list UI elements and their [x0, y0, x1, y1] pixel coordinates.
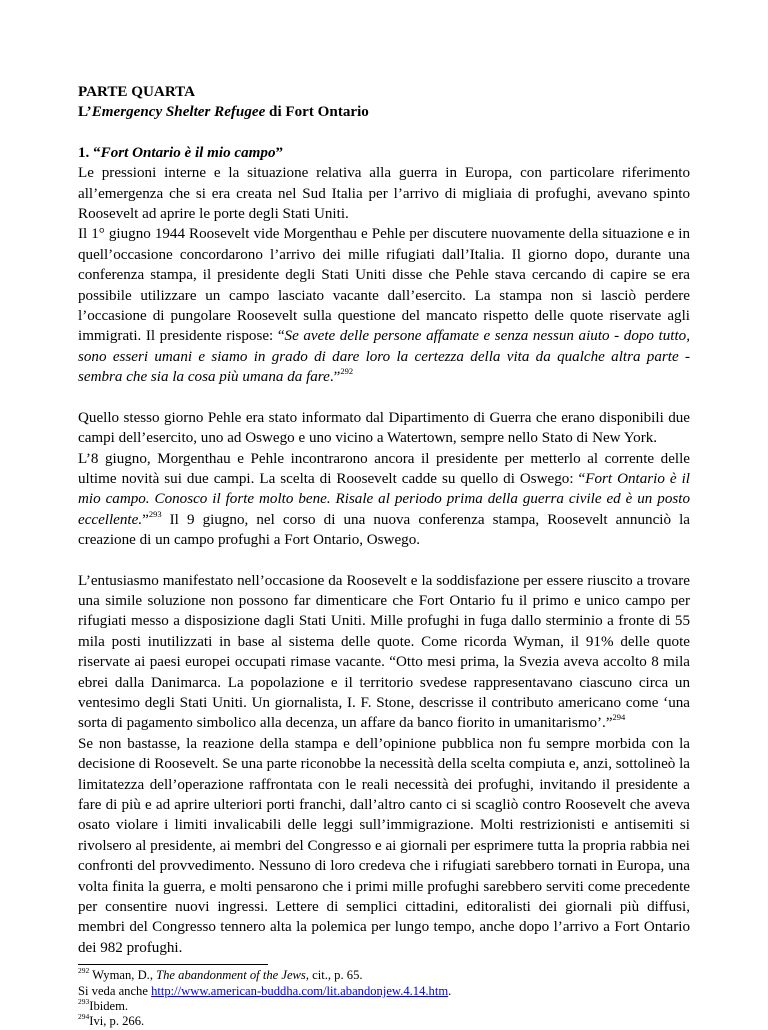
footnote-ref-294: 294: [612, 712, 626, 723]
see-also-link[interactable]: http://www.american-buddha.com/lit.abandonjew.4.14.htm: [151, 983, 449, 998]
chapter-title-suffix: di Fort Ontario: [265, 104, 369, 121]
section-title-italic: Fort Ontario è il mio campo: [100, 144, 276, 161]
paragraph-2: [78, 224, 690, 387]
see-also-end: .: [448, 983, 452, 998]
footnote-292-text-a: Wyman, D.,: [89, 968, 157, 983]
chapter-title-italic: Emergency Shelter Refugee: [91, 104, 266, 121]
paragraph-2-text: Il 1° giugno 1944 Roosevelt vide Morgenthau e Pehle per discutere nuovamente della situazione e in quell’occasione concordarono l’arrivo dei mille rifugiati dall’Italia. Il giorno dopo, durante una conferenza stampa, il presidente degli Stati Uniti disse che Pehle stava cercando di capire se era possibile utilizzare un campo lasciato vacante dall’esercito. La stampa non si lasciò perdere l’occasione di pungolare Roosevelt sulla questione del mancato rispetto delle quote riservate agli immigrati. Il presidente rispose: “: [78, 226, 690, 345]
paragraph-2-quote: Se avete delle persone affamate e senza nessun aiuto - dopo tutto, sono esseri umani e siamo in grado di dare loro la certezza della vita da qualche altra parte - sembra che sia la cosa più umana da fare: [78, 328, 690, 386]
section-title: [78, 143, 690, 163]
footnote-292-text-b: , cit., p. 65.: [305, 968, 363, 983]
footnote-separator: [78, 964, 268, 965]
footnote-292-title: The abandonment of the Jews: [156, 968, 306, 983]
footnote-number-293: 293: [78, 996, 90, 1006]
chapter-title: [78, 102, 690, 122]
footnote-ref-292: 292: [340, 366, 354, 377]
footnote-292: [78, 968, 690, 983]
paragraph-4-quote: Fort Ontario è il mio campo. Conosco il forte molto bene. Risale al periodo prima della guerra civile ed è un posto eccellente.: [78, 470, 691, 528]
footnote-see-also: [78, 984, 690, 999]
footnote-number-292: 292: [78, 966, 90, 976]
section-title-close: ”: [275, 144, 284, 161]
paragraph-6: Se non bastasse, la reazione della stampa e dell’opinione pubblica non fu sempre morbida con la decisione di Roosevelt. Se una parte riconobbe la necessità della scelta compiuta e, anzi, sottolineò la limitatezza dell’operazione raffrontata con le reali necessità dei profughi, invitando il presidente a fare di più e ad aprire ulteriori porti franchi, dall’altro canto ci si scagliò contro Roosevelt che aveva osato violare i limiti invalicabili delle leggi sull’immigrazione. Molti restrizionisti e antisemiti si rivolsero al presidente, ai membri del Congresso e ai giornali per esprimere tutta la propria rabbia nei confronti del provvedimento. Nessuno di loro credeva che i rifugiati sarebbero tornati in Europa, una volta finita la guerra, e molti pensarono che i primi mille profughi sarebbero serviti come precedente per consentire nuovi ingressi. Lettere di semplici cittadini, editoralisti dei giornali più diffusi, membri del Congresso tennero alta la polemica per lungo tempo, anche dopo l’arrivo a Fort Ontario dei 982 profughi.: [78, 735, 690, 956]
footnote-294: [78, 1014, 690, 1029]
paragraph-4: [78, 449, 690, 551]
paragraph-5-text: L’entusiasmo manifestato nell’occasione da Roosevelt e la soddisfazione per essere riuscito a trovare una simile soluzione non possono far dimenticare che Fort Ontario fu il primo e unico campo per rifugiati messo a disposizione dagli Stati Uniti. Mille profughi in fuga dallo sterminio a fronte di 55 mila posti inutilizzati in base al sistema delle quote. Come ricorda Wyman, il 91% delle quote riservate ai paesi europei occupati rimase vacante. “Otto mesi prima, la Svezia aveva accolto 8 mila ebrei dalla Danimarca. La popolazione e il territorio svedese rappresentavano ciascuno circa un ventesimo degli Stati Uniti. Un giornalista, I. F. Stone, descrisse il contributo americano come ‘una sorta di pagamento simbolico alla decenza, un affare da banco fiorito in umanitarismo’.”: [78, 572, 690, 732]
footnote-293: [78, 996, 690, 1014]
paragraph-2-end: .”: [329, 369, 341, 386]
paragraph-4-rest: Il 9 giugno, nel corso di una nuova conferenza stampa, Roosevelt annunciò la creazione di un campo profughi a Fort Ontario, Oswego.: [78, 511, 690, 549]
paragraph-3: Quello stesso giorno Pehle era stato informato dal Dipartimento di Guerra che erano disponibili due campi dell’esercito, uno ad Oswego e uno vicino a Watertown, sempre nello Stato di New York.: [78, 409, 690, 447]
section-number: 1. “: [78, 144, 101, 161]
footnote-number-294: 294: [78, 1012, 90, 1022]
footnote-293-text: Ibidem.: [89, 999, 129, 1014]
footnote-ref-293: 293: [148, 508, 162, 519]
paragraph-4-close: ”: [142, 511, 149, 528]
paragraph-1: Le pressioni interne e la situazione relativa alla guerra in Europa, con particolare riferimento all’emergenza che si era creata nel Sud Italia per l’arrivo di migliaia di profughi, avevano spinto Roosevelt ad aprire le porte degli Stati Uniti.: [78, 165, 690, 223]
footnote-294-text: Ivi, p. 266.: [89, 1014, 145, 1029]
chapter-title-prefix: L’: [78, 104, 92, 121]
paragraph-5: [78, 571, 690, 734]
part-title: PARTE QUARTA: [78, 84, 196, 100]
see-also-text: Si veda anche: [78, 983, 152, 998]
paragraph-4-text: L’8 giugno, Morgenthau e Pehle incontrarono ancora il presidente per metterlo al corrente delle ultime novità sui due campi. La scelta di Roosevelt cadde su quello di Oswego: “: [78, 450, 690, 487]
